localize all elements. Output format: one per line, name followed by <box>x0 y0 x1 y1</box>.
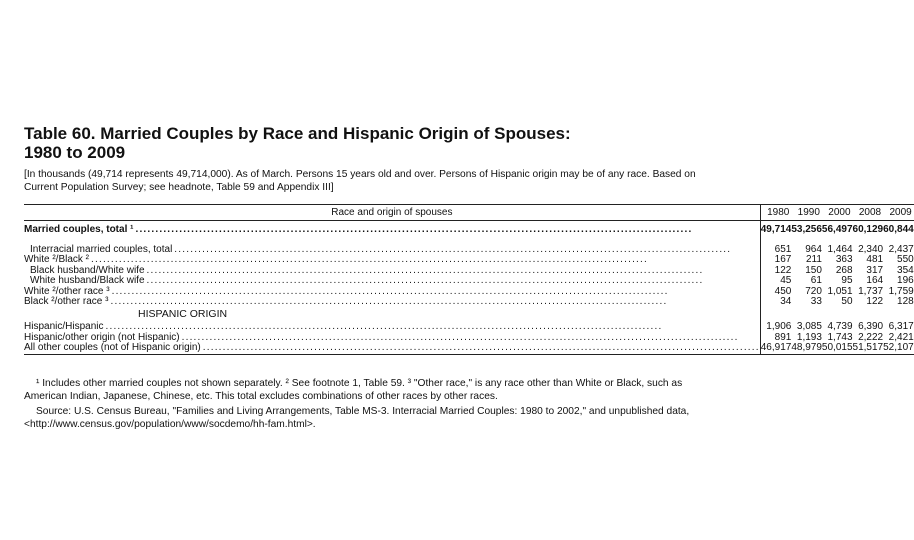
cell-value: 1,193 <box>796 331 822 343</box>
cell-value: 122 <box>866 296 884 308</box>
cell-value: 2,222 <box>858 331 884 343</box>
row-label: Black husband/White wife <box>30 264 145 276</box>
cell-value: 964 <box>805 244 822 255</box>
cell-value: 1,743 <box>827 331 853 343</box>
cell-value: 1,737 <box>858 285 884 297</box>
footnote: ¹ Includes other married couples not shown separately. ² See footnote 1, Table 59. ³ "Other race," is any race other than White or Black, such as American Indian, Japanese, Chinese, etc. This total excludes combinations of other races by other races. <box>24 378 683 402</box>
row-label: White ²/other race ³ <box>24 285 110 297</box>
cell-value: 550 <box>897 254 914 266</box>
cell-value: 122 <box>774 264 792 276</box>
cell-value: 317 <box>866 264 884 276</box>
cell-value: 53,256 <box>791 224 822 235</box>
cell-value: 1,464 <box>827 244 853 255</box>
year-header: 1990 <box>791 205 822 221</box>
year-header: 2008 <box>853 205 884 221</box>
section-heading: HISPANIC ORIGIN <box>138 308 228 321</box>
cell-value: 2,340 <box>858 244 884 255</box>
cell-value: 45 <box>780 275 792 287</box>
cell-value: 4,739 <box>827 321 853 333</box>
title-line-2: 1980 to 2009 <box>24 143 126 162</box>
cell-value: 354 <box>897 264 914 276</box>
cell-value: 481 <box>866 254 884 266</box>
cell-value: 50,015 <box>821 342 853 354</box>
row-label: Black ²/other race ³ <box>24 296 109 308</box>
cell-value: 6,317 <box>888 321 914 333</box>
cell-value: 60,844 <box>883 224 914 235</box>
header-row <box>24 205 914 221</box>
cell-value: 1,759 <box>888 285 914 297</box>
cell-value: 51,517 <box>852 342 884 354</box>
row-label: Married couples, total ¹ <box>24 224 134 235</box>
cell-value: 61 <box>810 275 822 287</box>
cell-value: 1,906 <box>766 321 792 333</box>
cell-value: 720 <box>805 285 822 297</box>
row-label: White ²/Black ² <box>24 254 90 266</box>
cell-value: 60,129 <box>852 224 884 235</box>
table-row <box>24 343 914 354</box>
cell-value: 196 <box>897 275 914 287</box>
row-label: All other couples (not of Hispanic origin) <box>24 342 201 354</box>
cell-value: 164 <box>866 275 884 287</box>
cell-value: 34 <box>780 296 792 308</box>
section-heading-row <box>24 307 914 322</box>
cell-value: 52,107 <box>883 342 914 354</box>
data-table <box>24 204 914 355</box>
cell-value: 95 <box>841 275 853 287</box>
cell-value: 1,051 <box>827 285 853 297</box>
cell-value: 2,437 <box>888 244 914 255</box>
row-label: Hispanic/other origin (not Hispanic) <box>24 331 180 343</box>
cell-value: 3,085 <box>796 321 822 333</box>
cell-value: 128 <box>897 296 914 308</box>
table-row <box>24 297 914 307</box>
cell-value: 651 <box>774 244 792 255</box>
cell-value: 46,917 <box>760 342 792 354</box>
cell-value: 56,497 <box>821 224 853 235</box>
cell-value: 33 <box>810 296 822 308</box>
table-row-total <box>24 221 914 240</box>
cell-value: 211 <box>805 254 822 266</box>
cell-value: 363 <box>835 254 853 266</box>
table-title <box>24 124 704 162</box>
cell-value: 6,390 <box>858 321 884 333</box>
year-header: 2000 <box>822 205 853 221</box>
cell-value: 48,979 <box>791 342 822 354</box>
cell-value: 50 <box>841 296 853 308</box>
row-label: White husband/Black wife <box>30 275 145 287</box>
header-label: Race and origin of spouses <box>24 205 760 221</box>
cell-value: 150 <box>805 264 822 276</box>
cell-value: 167 <box>774 254 792 266</box>
row-label: Interracial married couples, total <box>30 244 173 255</box>
cell-value: 49,714 <box>760 224 792 235</box>
year-header: 2009 <box>883 205 914 221</box>
headnote: [In thousands (49,714 represents 49,714,000). As of March. Persons 15 years old and over. Persons of Hispanic origin may be of any race. Based on Current Population Survey; see headnote, Table 59 and Appendix III] <box>24 169 696 193</box>
row-label: Hispanic/Hispanic <box>24 321 104 333</box>
title-line-1: Table 60. Married Couples by Race and Hispanic Origin of Spouses: <box>24 124 571 143</box>
cell-value: 2,421 <box>888 331 914 343</box>
cell-value: 450 <box>774 285 792 297</box>
source-note: Source: U.S. Census Bureau, "Families and Living Arrangements, Table MS-3. Interracial Married Couples: 1980 to 2002," and unpublished data, <http://www.census.gov/population/www/socdemo/hh-fam.html>. <box>24 406 690 430</box>
cell-value: 891 <box>774 331 792 343</box>
year-header: 1980 <box>760 205 791 221</box>
cell-value: 268 <box>835 264 853 276</box>
